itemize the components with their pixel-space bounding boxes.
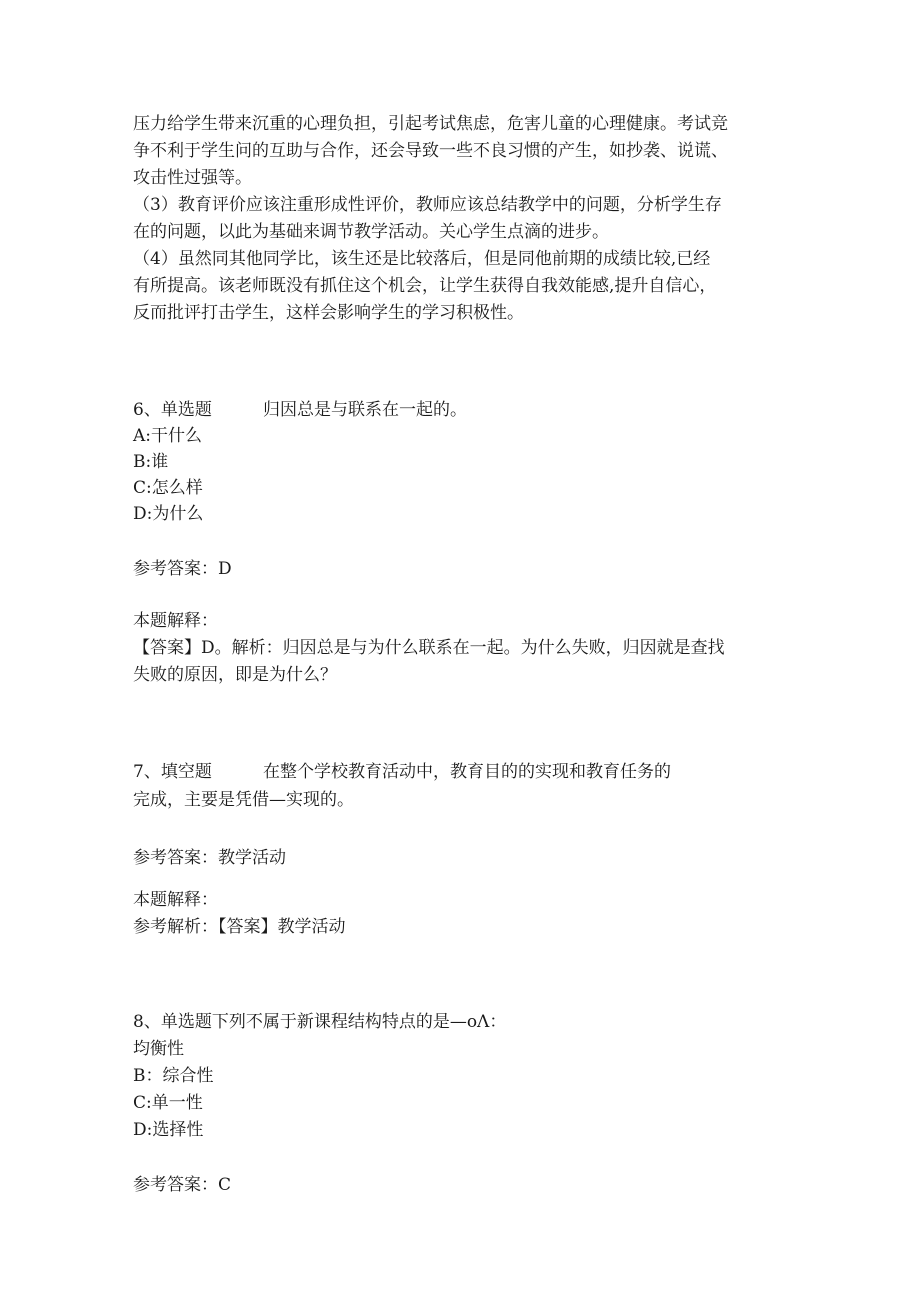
q6-option-a: A:干什么 — [133, 426, 203, 446]
q6-explain-line-2: 失败的原因，即是为什么？ — [133, 665, 337, 685]
q6-stem: 归因总是与联系在一起的。 — [263, 400, 467, 420]
prev-answer-line-8: 反而批评打击学生，这样会影响学生的学习积极性。 — [133, 303, 524, 323]
q8-option-a: 均衡性 — [133, 1039, 184, 1059]
q6-option-c: C:怎么样 — [133, 478, 203, 498]
q8-answer: 参考答案：C — [133, 1175, 232, 1195]
q7-stem-line-1: 在整个学校教育活动中，教育目的的实现和教育任务的 — [263, 762, 671, 782]
q8-stem-line: 8、单选题下列不属于新课程结构特点的是—oΛ： — [133, 1012, 507, 1032]
q7-header — [133, 760, 671, 784]
q6-explain-label: 本题解释： — [133, 611, 218, 631]
q6-option-b: B:谁 — [133, 452, 169, 472]
q7-explain-line: 参考解析：【答案】教学活动 — [133, 917, 346, 937]
q6-header — [133, 398, 467, 422]
q8-option-d: D:选择性 — [133, 1120, 204, 1140]
q7-answer: 参考答案：教学活动 — [133, 848, 286, 868]
prev-answer-line-3: 攻击性过强等。 — [133, 168, 252, 188]
q6-number-type: 6、单选题 — [133, 400, 212, 420]
q6-answer: 参考答案：D — [133, 559, 232, 579]
prev-answer-line-6: （4）虽然同其他同学比，该生还是比较落后，但是同他前期的成绩比较,已经 — [133, 249, 711, 269]
prev-answer-line-5: 在的问题，以此为基础来调节教学活动。关心学生点滴的进步。 — [133, 222, 609, 242]
q8-option-c: C:单一性 — [133, 1093, 203, 1113]
q6-explain-line-1: 【答案】D。解析：归因总是与为什么联系在一起。为什么失败，归因就是查找 — [133, 638, 725, 658]
q7-stem-line-2: 完成，主要是凭借—实现的。 — [133, 790, 354, 810]
q7-number-type: 7、填空题 — [133, 762, 212, 782]
q8-option-b: B：综合性 — [133, 1066, 214, 1086]
prev-answer-line-4: （3）教育评价应该注重形成性评价，教师应该总结教学中的问题，分析学生存 — [133, 195, 722, 215]
prev-answer-line-7: 有所提高。该老师既没有抓住这个机会，让学生获得自我效能感,提升自信心， — [133, 276, 717, 296]
prev-answer-line-2: 争不利于学生问的互助与合作，还会导致一些不良习惯的产生，如抄袭、说谎、 — [133, 141, 728, 161]
prev-answer-line-1: 压力给学生带来沉重的心理负担，引起考试焦虑，危害儿童的心理健康。考试竞 — [133, 114, 728, 134]
q7-explain-label: 本题解释： — [133, 890, 218, 910]
q6-option-d: D:为什么 — [133, 504, 204, 524]
